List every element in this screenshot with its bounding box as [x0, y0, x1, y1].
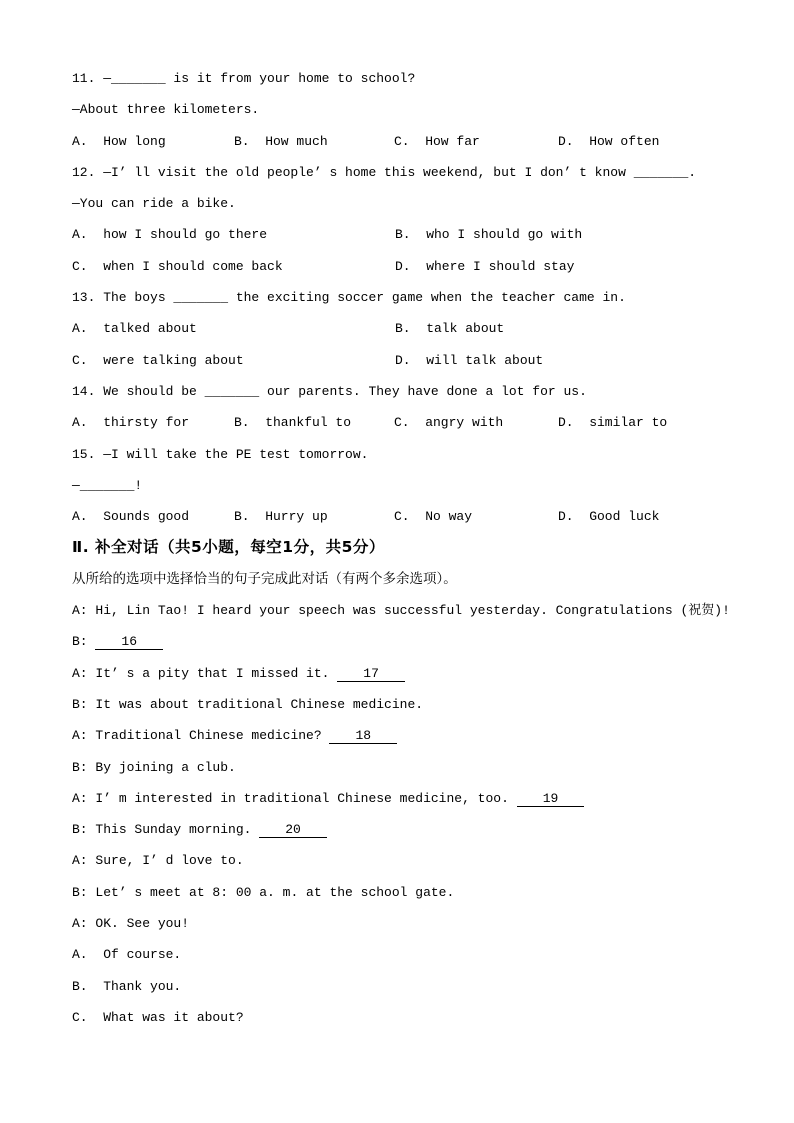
option-A: A. Sounds good [72, 509, 190, 525]
option-B: B. who I should go with [395, 227, 583, 243]
speaker-label: B: [72, 696, 88, 712]
speaker-label: B: [72, 634, 88, 650]
option-A: A. thirsty for [72, 415, 190, 431]
speaker-label: A: [72, 728, 88, 744]
choice-A: A. Of course. [72, 947, 182, 963]
speaker-label: A: [72, 603, 88, 619]
dialogue-section [72, 595, 754, 939]
section-instruction: 从所给的选项中选择恰当的句子完成此对话（有两个多余选项）。 [72, 570, 457, 587]
option-A: A. How long [72, 133, 166, 149]
blank-underline: 16 [95, 634, 163, 650]
speaker-label: A: [72, 790, 88, 806]
options-row [72, 219, 754, 250]
choice-line [72, 1002, 754, 1033]
dialogue-line: B: By joining a club. [72, 759, 236, 775]
option-D: D. How often [558, 133, 660, 149]
choice-B: B. Thank you. [72, 978, 182, 994]
speaker-label: A: [72, 665, 88, 681]
option-D: D. similar to [558, 415, 668, 431]
option-C: C. No way [394, 509, 473, 525]
choice-line [72, 939, 754, 970]
multiple-choice-section [72, 63, 754, 532]
dialogue-line [72, 626, 754, 657]
option-C: C. when I should come back [72, 258, 283, 274]
question-stem-line: 12. —I’ ll visit the old people’ s home this weekend, but I don’ t know _______. [72, 164, 697, 180]
dialogue-line: B: Let’ s meet at 8: 00 a. m. at the school gate. [72, 884, 455, 900]
question-stem-line: 15. —I will take the PE test tomorrow. [72, 446, 369, 462]
dialogue-line: A: I’ m interested in traditional Chinese medicine, too. 19 [72, 783, 754, 814]
option-C: C. How far [394, 133, 480, 149]
dialogue-line: A: Sure, I’ d love to. [72, 853, 244, 869]
dialogue-line: A: OK. See you! [72, 916, 190, 932]
dialogue-choices [72, 939, 754, 1033]
question-stem-line: 14. We should be _______ our parents. They have done a lot for us. [72, 383, 587, 399]
option-C: C. were talking about [72, 352, 244, 368]
question-stem-line: —You can ride a bike. [72, 196, 236, 212]
options-row [72, 345, 754, 376]
blank-underline: 19 [517, 791, 585, 807]
speaker-label: B: [72, 822, 88, 838]
choice-line [72, 971, 754, 1002]
dialogue-line: A: Hi, Lin Tao! I heard your speech was successful yesterday. Congratulations (祝贺)! [72, 603, 730, 619]
blank-underline: 18 [329, 728, 397, 744]
options-row [72, 126, 754, 157]
dialogue-line: A: It’ s a pity that I missed it. 17 [72, 658, 754, 689]
option-D: D. Good luck [558, 509, 660, 525]
question-stem-line: 11. —_______ is it from your home to school? [72, 71, 416, 86]
option-B: B. thankful to [234, 415, 352, 431]
dialogue-line: B: It was about traditional Chinese medicine. [72, 696, 424, 712]
dialogue-line: B: This Sunday morning. 20 [72, 814, 754, 845]
question-stem-line: —About three kilometers. [72, 102, 260, 118]
dialogue-line: A: Traditional Chinese medicine? 18 [72, 720, 754, 751]
options-row [72, 313, 754, 344]
blank-underline: 17 [337, 666, 405, 682]
speaker-label: B: [72, 884, 88, 900]
option-C: C. angry with [394, 415, 504, 431]
options-row [72, 251, 754, 282]
options-row [72, 407, 754, 438]
blank-underline: 20 [259, 822, 327, 838]
speaker-label: B: [72, 759, 88, 775]
option-B: B. How much [234, 133, 328, 149]
option-A: A. how I should go there [72, 227, 268, 243]
option-A: A. talked about [72, 321, 197, 337]
question-stem-line: —_______! [72, 477, 143, 493]
option-B: B. Hurry up [234, 509, 328, 525]
option-D: D. will talk about [395, 352, 544, 368]
speaker-label: A: [72, 853, 88, 869]
choice-C: C. What was it about? [72, 1009, 244, 1025]
option-D: D. where I should stay [395, 258, 575, 274]
speaker-label: A: [72, 916, 88, 932]
options-row [72, 501, 754, 532]
question-stem-line: 13. The boys _______ the exciting soccer game when the teacher came in. [72, 290, 626, 306]
section-heading: Ⅱ. 补全对话（共5小题，每空1分，共5分） [72, 538, 385, 557]
option-B: B. talk about [395, 321, 505, 337]
